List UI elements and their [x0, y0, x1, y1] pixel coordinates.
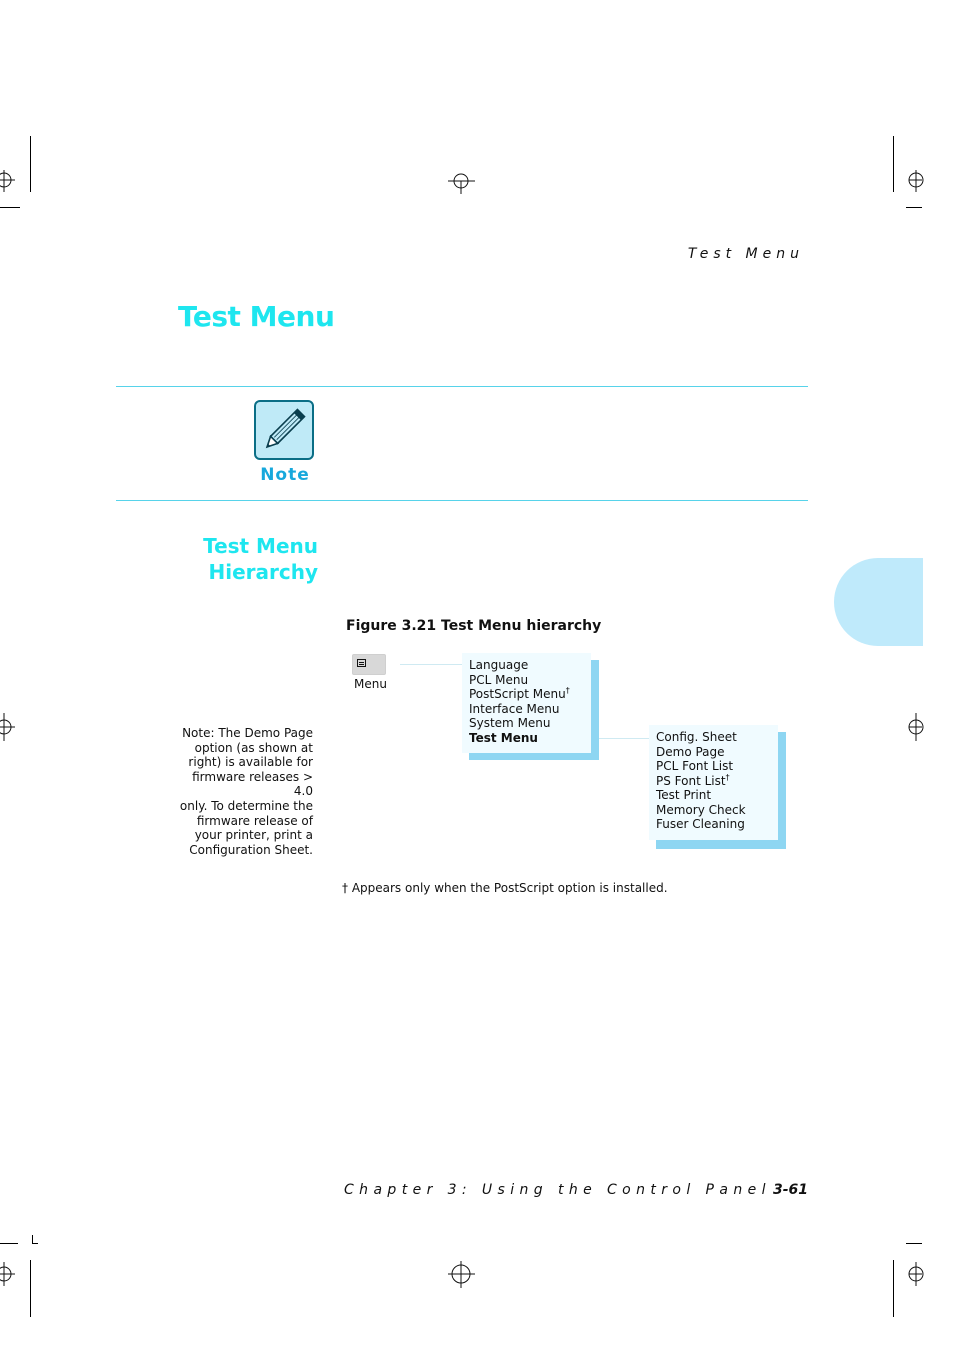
chapter-tab	[834, 558, 923, 646]
test-menu-item: Test Print	[656, 788, 712, 802]
test-menu-item: Fuser Cleaning	[656, 817, 745, 831]
test-menu-item: Memory Check	[656, 802, 746, 817]
side-note-line: firmware releases > 4.0	[192, 769, 313, 799]
side-note-line: firmware release of	[196, 813, 313, 828]
side-note-line: Note: The Demo Page	[182, 726, 313, 740]
dagger-mark: †	[565, 686, 570, 695]
test-menu-item: Config. Sheet	[656, 730, 737, 744]
figure-caption: Figure 3.21 Test Menu hierarchy	[346, 618, 602, 634]
side-note-line: Configuration Sheet.	[189, 842, 313, 857]
main-menu-item: Interface Menu	[469, 701, 560, 716]
section-heading-line2: Hierarchy	[208, 560, 318, 584]
connector-menu-to-main	[400, 664, 462, 665]
running-head: Test Menu	[687, 246, 804, 262]
section-heading-line1: Test Menu	[203, 534, 318, 558]
side-note-line: right) is available for	[188, 755, 313, 770]
dagger-mark: †	[725, 772, 730, 782]
side-note	[178, 726, 313, 857]
main-menu-item: Language	[469, 658, 529, 672]
page-title: Test Menu	[178, 300, 335, 333]
side-note-line: only. To determine the	[179, 798, 313, 813]
test-menu-item: PS Font List†	[656, 772, 730, 788]
test-menu-box	[649, 725, 778, 840]
footer-chapter: Chapter 3: Using the Control Panel	[344, 1182, 771, 1198]
section-heading	[150, 533, 318, 585]
menu-key-icon	[352, 654, 386, 675]
footer-page-number: 3-61	[772, 1182, 808, 1198]
side-note-line: option (as shown at	[194, 740, 313, 755]
top-rule	[116, 386, 808, 387]
connector-main-to-test	[592, 738, 650, 739]
main-menu-item: System Menu	[469, 716, 551, 730]
note-label: Note	[260, 465, 310, 485]
bottom-rule	[116, 500, 808, 501]
main-menu-box	[462, 653, 591, 753]
footnote: † Appears only when the PostScript option is installed.	[342, 881, 668, 895]
pencil-icon	[254, 400, 314, 460]
main-menu-item: PostScript Menu†	[469, 686, 570, 701]
main-menu-item: PCL Menu	[469, 672, 529, 687]
side-note-line: your printer, print a	[194, 828, 313, 843]
menu-key-label: Menu	[354, 677, 387, 691]
main-menu-item-selected: Test Menu	[469, 730, 538, 745]
test-menu-item: Demo Page	[656, 744, 725, 759]
test-menu-item: PCL Font List	[656, 759, 734, 773]
